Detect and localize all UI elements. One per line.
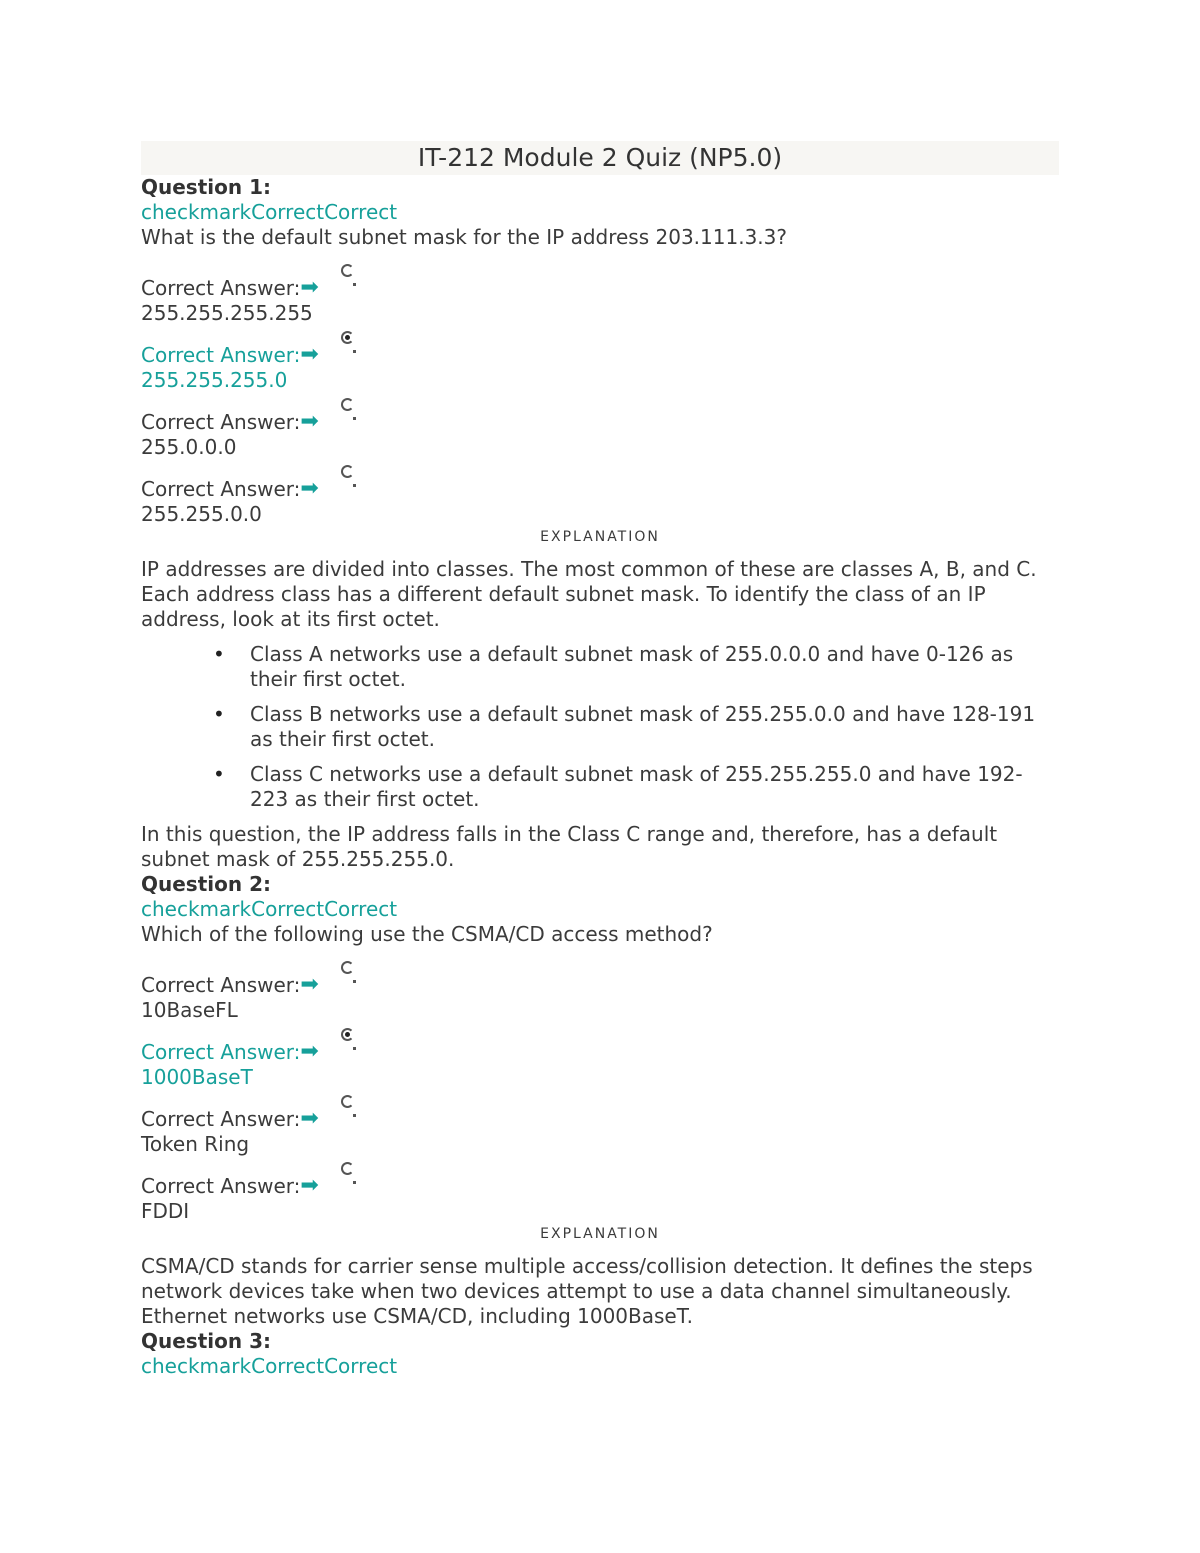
answer-label: Correct Answer: — [141, 343, 301, 367]
list-item: • Class C networks use a default subnet mask of 255.255.255.0 and have 192-223 as their first octet. — [213, 762, 1023, 811]
arrow-right-icon: ➡ — [300, 972, 319, 997]
radio-dot-icon — [353, 1047, 356, 1050]
answer-label: Correct Answer: — [141, 276, 301, 300]
explanation-outro: In this question, the IP address falls in the Class C range and, therefore, has a default subnet mask of 255.255.255.0. — [141, 822, 998, 871]
arrow-right-icon: ➡ — [300, 1039, 319, 1064]
explanation-heading: EXPLANATION — [540, 1226, 660, 1242]
bullet-icon: • — [213, 762, 225, 786]
question-label: Question 3: — [141, 1329, 271, 1353]
answer-option[interactable] — [141, 973, 1059, 1023]
answer-option[interactable] — [141, 276, 1059, 326]
explanation-text: CSMA/CD stands for carrier sense multiple access/collision detection. It defines the steps network devices take when two devices attempt to use a data channel simultaneously. Ethernet networks use CSMA/CD, including 1000BaseT. — [141, 1254, 1033, 1328]
arrow-right-icon: ➡ — [300, 1106, 319, 1131]
answer-value: 255.255.0.0 — [141, 502, 262, 526]
radio-icon[interactable] — [341, 398, 354, 411]
radio-icon[interactable] — [341, 1162, 354, 1175]
radio-icon[interactable] — [341, 961, 354, 974]
answer-label: Correct Answer: — [141, 1107, 301, 1131]
question-2 — [141, 872, 1059, 1329]
explanation-list — [141, 642, 1059, 812]
radio-dot-icon — [353, 980, 356, 983]
answer-option[interactable] — [141, 1174, 1059, 1224]
explanation-intro: IP addresses are divided into classes. The most common of these are classes A, B, and C. Each address class has a different default subnet mask. To identify the class of an IP address, look at its first octet. — [141, 557, 1037, 631]
answer-option-selected[interactable] — [141, 1040, 1059, 1090]
answer-value: Token Ring — [141, 1132, 250, 1156]
answer-value: 255.0.0.0 — [141, 435, 237, 459]
answer-label: Correct Answer: — [141, 973, 301, 997]
arrow-right-icon: ➡ — [300, 275, 319, 300]
answer-value: 255.255.255.255 — [141, 301, 313, 325]
bullet-icon: • — [213, 702, 225, 726]
answer-value: 1000BaseT — [141, 1065, 253, 1089]
page-title: IT-212 Module 2 Quiz (NP5.0) — [141, 141, 1059, 175]
radio-dot-icon — [353, 350, 356, 353]
answer-option[interactable] — [141, 410, 1059, 460]
arrow-right-icon: ➡ — [300, 409, 319, 434]
answer-label: Correct Answer: — [141, 1174, 301, 1198]
question-prompt: Which of the following use the CSMA/CD access method? — [141, 922, 713, 946]
answer-value: 255.255.255.0 — [141, 368, 288, 392]
answer-option[interactable] — [141, 477, 1059, 527]
radio-dot-icon — [353, 283, 356, 286]
question-label: Question 1: — [141, 175, 271, 199]
quiz-page — [141, 141, 1059, 1379]
radio-selected-icon[interactable] — [341, 331, 354, 344]
radio-icon[interactable] — [341, 1095, 354, 1108]
radio-selected-icon[interactable] — [341, 1028, 354, 1041]
status-text: checkmarkCorrectCorrect — [141, 897, 398, 921]
arrow-right-icon: ➡ — [300, 476, 319, 501]
arrow-right-icon: ➡ — [300, 342, 319, 367]
bullet-icon: • — [213, 642, 225, 666]
question-label: Question 2: — [141, 872, 271, 896]
status-text: checkmarkCorrectCorrect — [141, 200, 398, 224]
radio-icon[interactable] — [341, 465, 354, 478]
answer-label: Correct Answer: — [141, 1040, 301, 1064]
radio-dot-icon — [353, 484, 356, 487]
answer-label: Correct Answer: — [141, 410, 301, 434]
radio-icon[interactable] — [341, 264, 354, 277]
answer-label: Correct Answer: — [141, 477, 301, 501]
answer-value: FDDI — [141, 1199, 190, 1223]
arrow-right-icon: ➡ — [300, 1173, 319, 1198]
explanation-heading: EXPLANATION — [540, 529, 660, 545]
status-text: checkmarkCorrectCorrect — [141, 1354, 398, 1378]
answer-value: 10BaseFL — [141, 998, 238, 1022]
answer-option[interactable] — [141, 1107, 1059, 1157]
radio-dot-icon — [353, 417, 356, 420]
radio-dot-icon — [353, 1181, 356, 1184]
question-1 — [141, 175, 1059, 872]
radio-dot-icon — [353, 1114, 356, 1117]
answer-option-selected[interactable] — [141, 343, 1059, 393]
list-item: • Class B networks use a default subnet mask of 255.255.0.0 and have 128-191 as their first octet. — [213, 702, 1036, 751]
question-prompt: What is the default subnet mask for the IP address 203.111.3.3? — [141, 225, 787, 249]
question-3 — [141, 1329, 1059, 1379]
list-item: • Class A networks use a default subnet mask of 255.0.0.0 and have 0-126 as their first octet. — [213, 642, 1014, 691]
